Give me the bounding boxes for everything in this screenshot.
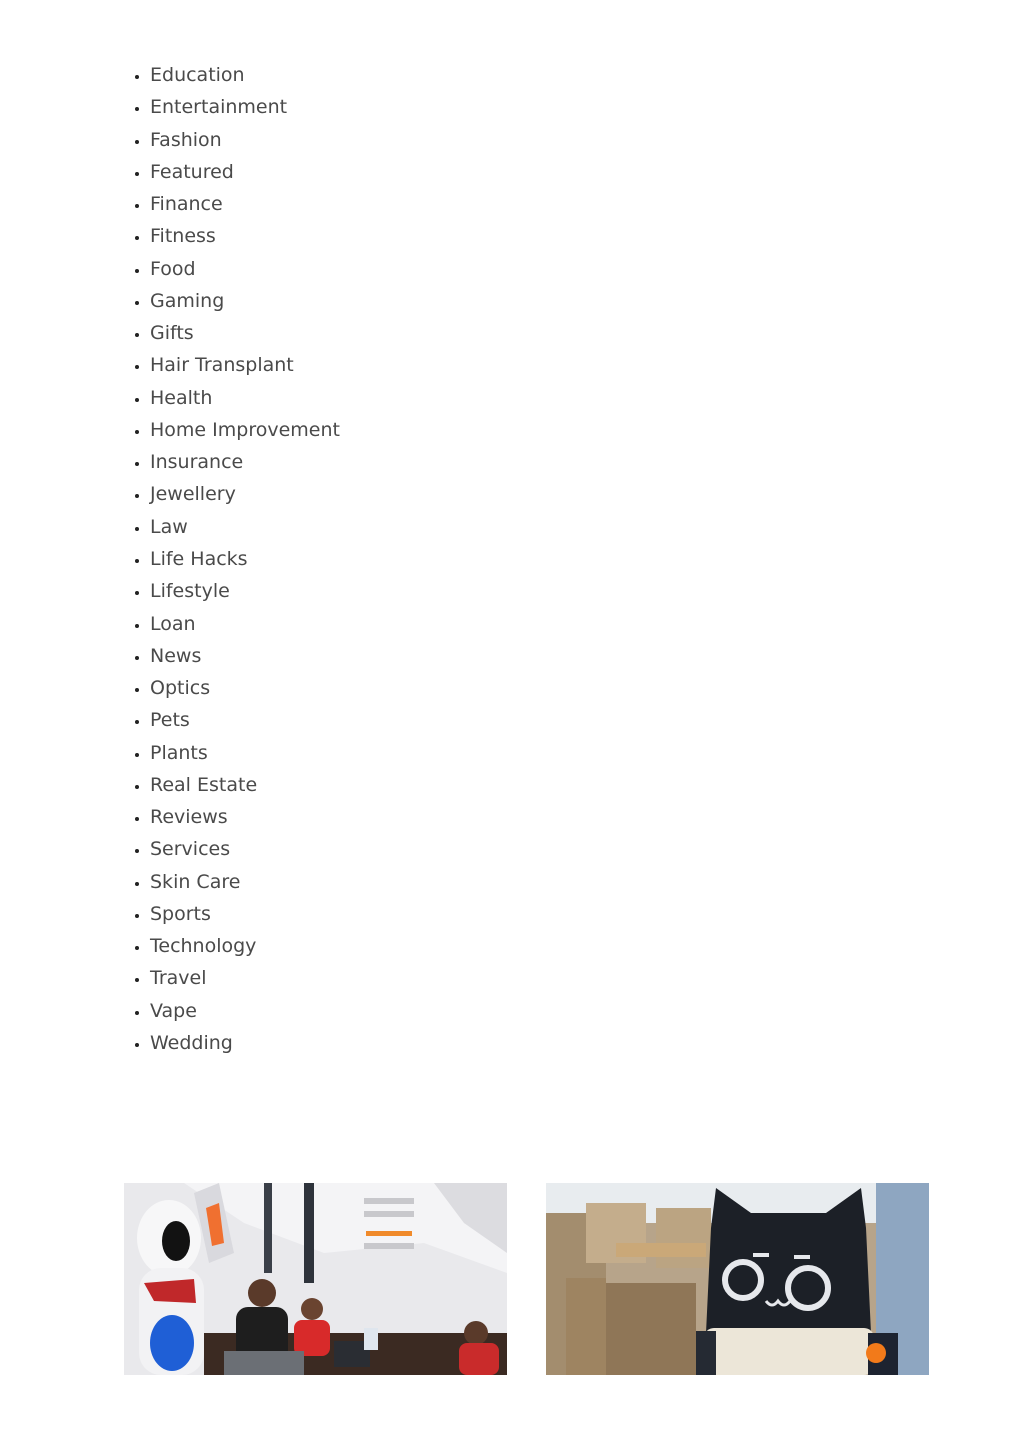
category-link-reviews[interactable]: Reviews — [150, 806, 228, 829]
category-link-life-hacks[interactable]: Life Hacks — [150, 547, 248, 570]
category-link-jewellery[interactable]: Jewellery — [150, 483, 236, 506]
category-link-loan[interactable]: Loan — [150, 612, 196, 635]
category-link-lifestyle[interactable]: Lifestyle — [150, 580, 230, 603]
category-item — [150, 930, 340, 962]
category-item — [150, 608, 340, 640]
category-item — [150, 1027, 340, 1059]
category-link-entertainment[interactable]: Entertainment — [150, 96, 288, 119]
cat-face-robot-photo-icon — [546, 1183, 929, 1375]
category-item — [150, 478, 340, 510]
category-item — [150, 59, 340, 91]
category-list — [124, 59, 340, 1059]
category-item — [150, 833, 340, 865]
category-item — [150, 188, 340, 220]
category-link-featured[interactable]: Featured — [150, 160, 234, 183]
category-item — [150, 769, 340, 801]
category-item — [150, 801, 340, 833]
category-item — [150, 414, 340, 446]
category-link-pets[interactable]: Pets — [150, 709, 190, 732]
category-item — [150, 91, 340, 123]
category-link-news[interactable]: News — [150, 644, 202, 667]
category-link-finance[interactable]: Finance — [150, 193, 223, 216]
category-link-real-estate[interactable]: Real Estate — [150, 773, 258, 796]
post-thumbnail-robot-restaurant[interactable] — [124, 1183, 507, 1375]
category-link-gifts[interactable]: Gifts — [150, 322, 194, 345]
category-link-vape[interactable]: Vape — [150, 999, 197, 1022]
category-link-fitness[interactable]: Fitness — [150, 225, 216, 248]
category-item — [150, 898, 340, 930]
category-link-travel[interactable]: Travel — [150, 967, 207, 990]
category-item — [150, 349, 340, 381]
robot-waiter-restaurant-photo-icon — [124, 1183, 507, 1375]
category-item — [150, 382, 340, 414]
category-item — [150, 124, 340, 156]
category-link-fashion[interactable]: Fashion — [150, 128, 222, 151]
category-link-optics[interactable]: Optics — [150, 677, 211, 700]
category-link-sports[interactable]: Sports — [150, 902, 211, 925]
category-link-health[interactable]: Health — [150, 386, 213, 409]
category-link-wedding[interactable]: Wedding — [150, 1031, 233, 1054]
category-item — [150, 995, 340, 1027]
category-item — [150, 285, 340, 317]
category-link-law[interactable]: Law — [150, 515, 188, 538]
category-item — [150, 543, 340, 575]
category-item — [150, 511, 340, 543]
category-link-gaming[interactable]: Gaming — [150, 289, 225, 312]
category-item — [150, 704, 340, 736]
category-item — [150, 220, 340, 252]
category-link-insurance[interactable]: Insurance — [150, 451, 244, 474]
post-thumbnail-cat-robot[interactable] — [546, 1183, 929, 1375]
category-link-skin-care[interactable]: Skin Care — [150, 870, 241, 893]
category-item — [150, 640, 340, 672]
category-link-home-improvement[interactable]: Home Improvement — [150, 418, 340, 441]
category-link-services[interactable]: Services — [150, 838, 231, 861]
category-item — [150, 672, 340, 704]
category-item — [150, 253, 340, 285]
category-item — [150, 866, 340, 898]
category-link-plants[interactable]: Plants — [150, 741, 208, 764]
category-link-hair-transplant[interactable]: Hair Transplant — [150, 354, 294, 377]
category-item — [150, 737, 340, 769]
category-item — [150, 962, 340, 994]
category-item — [150, 317, 340, 349]
category-link-education[interactable]: Education — [150, 64, 245, 86]
category-link-food[interactable]: Food — [150, 257, 196, 280]
category-link-technology[interactable]: Technology — [150, 935, 257, 958]
category-item — [150, 156, 340, 188]
category-item — [150, 575, 340, 607]
post-thumbnails — [124, 1183, 930, 1375]
category-item — [150, 446, 340, 478]
